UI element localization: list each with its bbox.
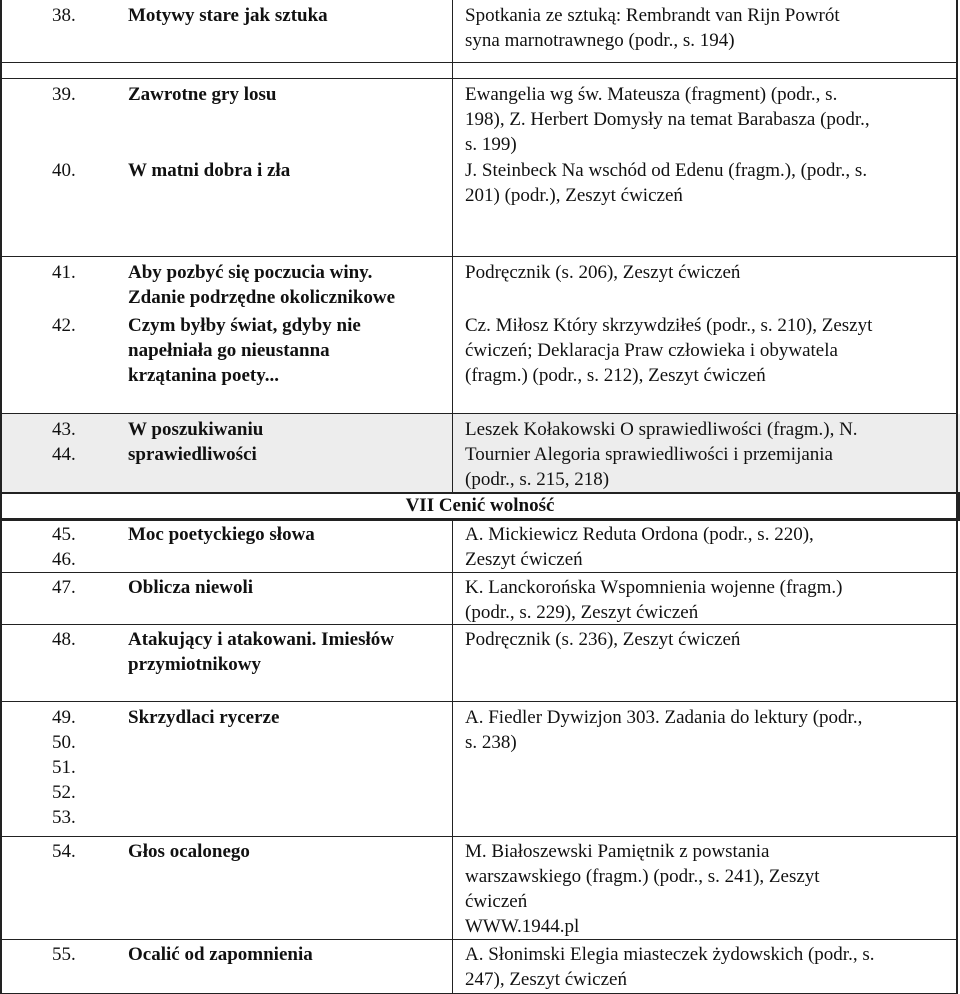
section-heading-box	[0, 492, 960, 521]
lesson-source: A. Mickiewicz Reduta Ordona (podr., s. 220), Zeszyt ćwiczeń	[465, 524, 814, 570]
lesson-source: Podręcznik (s. 236), Zeszyt ćwiczeń	[465, 629, 741, 650]
lesson-topic: W matni dobra i zła	[128, 160, 291, 181]
column-divider	[452, 518, 453, 994]
lesson-source: Podręcznik (s. 206), Zeszyt ćwiczeń	[465, 262, 741, 283]
lesson-source: K. Lanckorońska Wspomnienia wojenne (fragm.) (podr., s. 229), Zeszyt ćwiczeń	[465, 577, 843, 623]
column-divider	[0, 0, 2, 994]
table-row	[0, 310, 960, 405]
lesson-number: 48.	[52, 629, 76, 650]
lesson-source: Spotkania ze sztuką: Rembrandt van Rijn Powrót syna marnotrawnego (podr., s. 194)	[465, 5, 840, 51]
lesson-number: 43. 44.	[52, 419, 76, 465]
row-divider	[0, 572, 956, 573]
table-row	[0, 519, 960, 574]
table-row	[0, 836, 960, 940]
lesson-number: 39.	[52, 84, 76, 105]
lesson-number: 49. 50. 51. 52. 53.	[52, 707, 76, 828]
lesson-number: 55.	[52, 944, 76, 965]
lesson-number: 45. 46.	[52, 524, 76, 570]
lesson-topic: Czym byłby świat, gdyby nie napełniała go nieustanna krzątanina poety...	[128, 315, 361, 386]
table-row	[0, 702, 960, 836]
table-row	[0, 0, 960, 62]
row-divider	[0, 256, 956, 257]
table-row	[0, 572, 960, 624]
row-divider	[0, 701, 956, 702]
lesson-source: J. Steinbeck Na wschód od Edenu (fragm.), (podr., s. 201) (podr.), Zeszyt ćwiczeń	[465, 160, 868, 206]
table-row	[0, 257, 960, 312]
row-divider	[0, 624, 956, 625]
lesson-number: 41.	[52, 262, 76, 283]
lesson-topic: Aby pozbyć się poczucia winy. Zdanie podrzędne okolicznikowe	[128, 262, 396, 308]
row-divider	[0, 939, 956, 940]
section-heading: VII Cenić wolność	[405, 495, 555, 516]
table-row	[0, 155, 960, 250]
lesson-topic: Ocalić od zapomnienia	[128, 944, 313, 965]
table-row	[0, 939, 960, 994]
lesson-topic: Motywy stare jak sztuka	[128, 5, 328, 26]
lesson-source: Leszek Kołakowski O sprawiedliwości (fragm.), N. Tournier Alegoria sprawiedliwości i przemijania (podr., s. 215, 218)	[465, 419, 858, 490]
lesson-topic: W poszukiwaniu sprawiedliwości	[128, 419, 264, 465]
lesson-source: M. Białoszewski Pamiętnik z powstania warszawskiego (fragm.) (podr., s. 241), Zeszyt ćwiczeń WWW.1944.pl	[465, 841, 820, 937]
lesson-topic: Oblicza niewoli	[128, 577, 254, 598]
column-divider	[452, 0, 453, 492]
lesson-number: 42.	[52, 315, 76, 336]
row-divider	[0, 836, 956, 837]
lesson-topic: Atakujący i atakowani. Imiesłów przymiotnikowy	[128, 629, 395, 675]
row-divider	[0, 62, 956, 63]
table-row	[0, 79, 960, 154]
table-row	[0, 624, 960, 699]
lesson-topic: Zawrotne gry losu	[128, 84, 277, 105]
lesson-number: 38.	[52, 5, 76, 26]
lesson-source: A. Fiedler Dywizjon 303. Zadania do lektury (podr., s. 238)	[465, 707, 863, 753]
lesson-topic: Głos ocalonego	[128, 841, 250, 862]
lesson-topic: Skrzydlaci rycerze	[128, 707, 280, 728]
lesson-topic: Moc poetyckiego słowa	[128, 524, 315, 545]
row-divider	[0, 78, 956, 79]
lesson-number: 54.	[52, 841, 76, 862]
row-divider	[0, 518, 956, 519]
lesson-source: Cz. Miłosz Który skrzywdziłeś (podr., s. 210), Zeszyt ćwiczeń; Deklaracja Praw człowieka i obywatela (fragm.) (podr., s. 212), Zeszyt ćwiczeń	[465, 315, 873, 386]
lesson-source: A. Słonimski Elegia miasteczek żydowskich (podr., s. 247), Zeszyt ćwiczeń	[465, 944, 875, 990]
lesson-number: 47.	[52, 577, 76, 598]
lesson-number: 40.	[52, 160, 76, 181]
column-divider	[956, 0, 958, 994]
row-divider	[0, 413, 956, 414]
table-row	[0, 414, 960, 492]
lesson-source: Ewangelia wg św. Mateusza (fragment) (podr., s. 198), Z. Herbert Domysły na temat Barabasza (podr., s. 199)	[465, 84, 870, 155]
